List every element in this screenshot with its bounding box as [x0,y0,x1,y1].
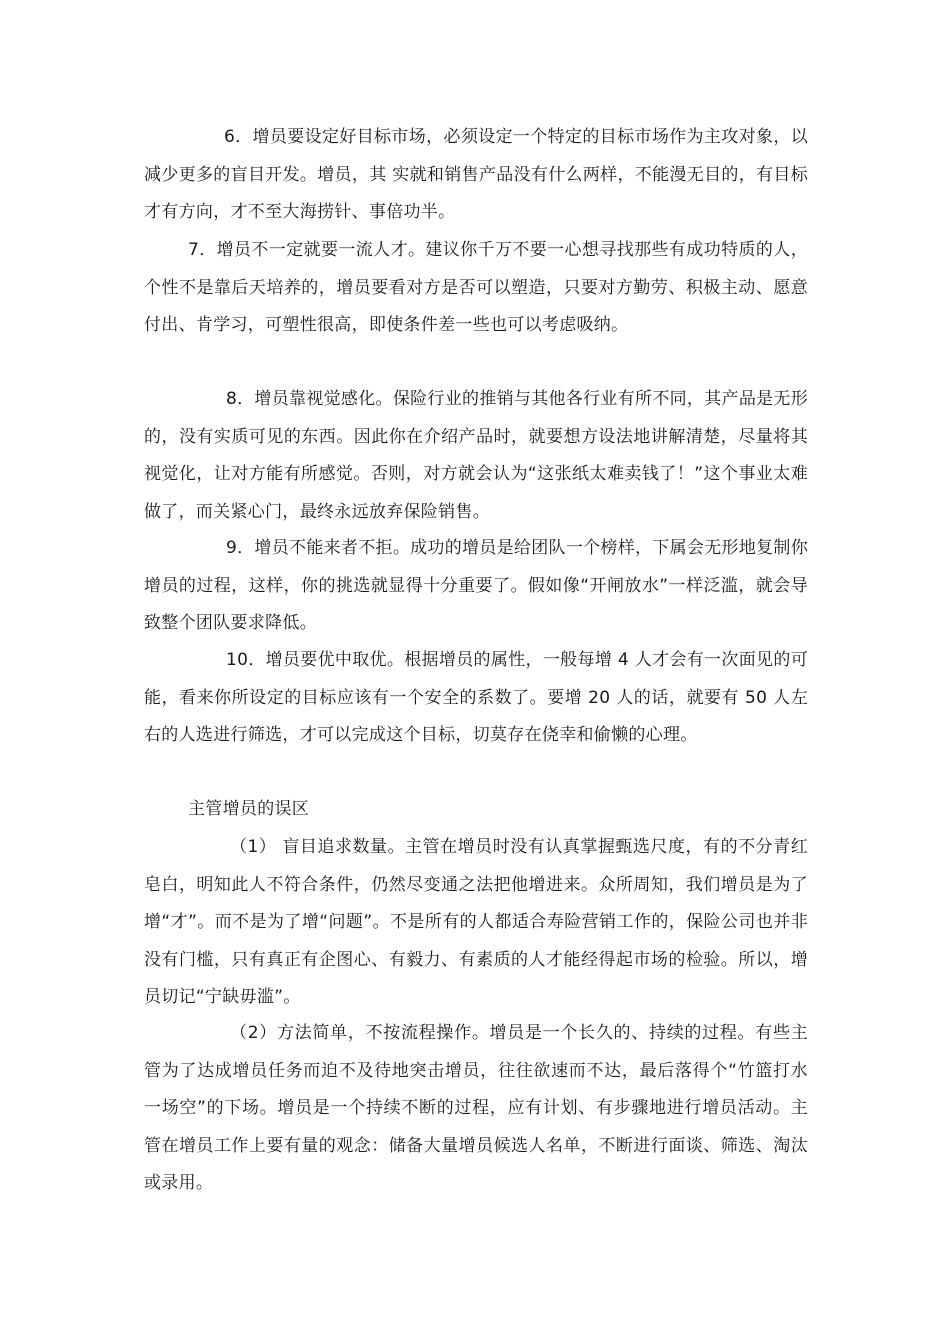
paragraph-item-8: 8．增员靠视觉感化。保险行业的推销与其他各行业有所不同，其产品是无形的，没有实质可见的东西。因此你在介绍产品时，就要想方设法地讲解清楚，尽量将其视觉化，让对方能有所感觉。否则，对方就会认为“这张纸太难卖钱了！”这个事业太难做了，而关紧心门，最终永远放弃保险销售。 [144,389,809,522]
section-heading: 主管增员的误区 [188,799,310,819]
paragraph-item-10: 10．增员要优中取优。根据增员的属性，一般每增 4 人才会有一次面见的可能，看来你所设定的目标应该有一个安全的系数了。要增 20 人的话，就要有 50 人左右的人选进行筛选，才可以完成这个目标，切莫存在侥幸和偷懒的心理。 [144,650,808,745]
mistake-item-2: （2）方法简单，不按流程操作。增员是一个长久的、持续的过程。有些主管为了达成增员任务而迫不及待地突击增员，往往欲速而不达，最后落得个“竹篮打水一场空”的下场。增员是一个持续不断的过程，应有计划、有步骤地进行增员活动。主管在增员工作上要有量的观念：储备大量增员候选人名单，不断进行面谈、筛选、淘汰或录用。 [144,1023,808,1193]
paragraph-item-6: 6．增员要设定好目标市场，必须设定一个特定的目标市场作为主攻对象，以减少更多的盲目开发。增员，其 实就和销售产品没有什么两样，不能漫无目的，有目标才有方向，才不至大海捞针、事倍功半。 [144,127,808,222]
paragraph-item-7: 7．增员不一定就要一流人才。建议你千万不要一心想寻找那些有成功特质的人，个性不是靠后天培养的，增员要看对方是否可以塑造，只要对方勤劳、积极主动、愿意付出、肯学习，可塑性很高，即使条件差一些也可以考虑吸纳。 [144,240,808,335]
mistake-item-1: （1） 盲目追求数量。主管在增员时没有认真掌握甄选尺度，有的不分青红皂白，明知此人不符合条件，仍然尽变通之法把他增进来。众所周知，我们增员是为了增“才”。而不是为了增“问题”。不是所有的人都适合寿险营销工作的，保险公司也并非没有门槛，只有真正有企图心、有毅力、有素质的人才能经得起市场的检验。所以，增员切记“宁缺毋滥”。 [144,837,808,1007]
paragraph-item-9: 9．增员不能来者不拒。成功的增员是给团队一个榜样，下属会无形地复制你增员的过程，这样，你的挑选就显得十分重要了。假如像“开闸放水”一样泛滥，就会导致整个团队要求降低。 [144,538,809,633]
